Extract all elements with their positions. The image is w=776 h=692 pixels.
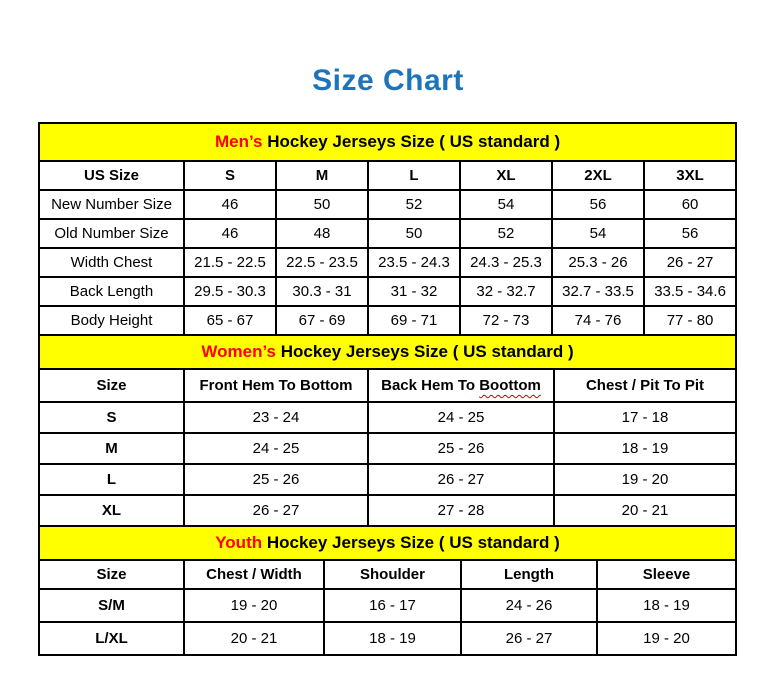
column-header-shoulder: Shoulder — [324, 560, 461, 589]
cell: 23.5 - 24.3 — [368, 248, 460, 277]
mens-size-table — [38, 122, 737, 336]
youth-column-header-row — [39, 560, 736, 589]
table-row-womens-l — [39, 464, 736, 495]
row-label: XL — [39, 495, 184, 526]
cell: 33.5 - 34.6 — [644, 277, 736, 306]
cell: 18 - 19 — [554, 433, 736, 464]
mens-section-title-rest: Hockey Jerseys Size ( US standard ) — [262, 132, 561, 151]
cell: 24 - 25 — [184, 433, 368, 464]
column-header-m: M — [276, 161, 368, 190]
youth-size-table — [38, 525, 737, 656]
cell: 30.3 - 31 — [276, 277, 368, 306]
cell: 69 - 71 — [368, 306, 460, 335]
cell: 27 - 28 — [368, 495, 554, 526]
cell: 32 - 32.7 — [460, 277, 552, 306]
youth-section-title — [39, 526, 736, 560]
table-row-youth-sm — [39, 589, 736, 622]
cell: 50 — [276, 190, 368, 219]
column-header-size: Size — [39, 369, 184, 402]
mens-section-title — [39, 123, 736, 161]
womens-section-title-rest: Hockey Jerseys Size ( US standard ) — [276, 342, 574, 361]
cell: 72 - 73 — [460, 306, 552, 335]
cell: 26 - 27 — [184, 495, 368, 526]
table-row-new-number-size — [39, 190, 736, 219]
cell: 25 - 26 — [184, 464, 368, 495]
row-label: S/M — [39, 589, 184, 622]
cell: 24 - 25 — [368, 402, 554, 433]
youth-section-header-row — [39, 526, 736, 560]
cell: 32.7 - 33.5 — [552, 277, 644, 306]
column-header-front-hem: Front Hem To Bottom — [184, 369, 368, 402]
cell: 18 - 19 — [324, 622, 461, 655]
column-header-s: S — [184, 161, 276, 190]
column-header-back-hem — [368, 369, 554, 402]
cell: 20 - 21 — [554, 495, 736, 526]
cell: 22.5 - 23.5 — [276, 248, 368, 277]
cell: 56 — [644, 219, 736, 248]
cell: 26 - 27 — [461, 622, 597, 655]
womens-column-header-row — [39, 369, 736, 402]
womens-section-title — [39, 335, 736, 369]
cell: 26 - 27 — [644, 248, 736, 277]
column-header-us-size: US Size — [39, 161, 184, 190]
cell: 20 - 21 — [184, 622, 324, 655]
youth-section-title-accent: Youth — [215, 533, 263, 552]
cell: 54 — [552, 219, 644, 248]
cell: 60 — [644, 190, 736, 219]
cell: 48 — [276, 219, 368, 248]
cell: 17 - 18 — [554, 402, 736, 433]
cell: 19 - 20 — [554, 464, 736, 495]
cell: 25 - 26 — [368, 433, 554, 464]
cell: 46 — [184, 190, 276, 219]
mens-column-header-row — [39, 161, 736, 190]
cell: 77 - 80 — [644, 306, 736, 335]
cell: 29.5 - 30.3 — [184, 277, 276, 306]
cell: 24.3 - 25.3 — [460, 248, 552, 277]
table-row-body-height — [39, 306, 736, 335]
cell: 52 — [368, 190, 460, 219]
row-label: New Number Size — [39, 190, 184, 219]
womens-section-header-row — [39, 335, 736, 369]
cell: 65 - 67 — [184, 306, 276, 335]
cell: 25.3 - 26 — [552, 248, 644, 277]
table-row-width-chest — [39, 248, 736, 277]
womens-section-title-accent: Women’s — [201, 342, 276, 361]
cell: 54 — [460, 190, 552, 219]
row-label: L — [39, 464, 184, 495]
row-label: Old Number Size — [39, 219, 184, 248]
cell: 46 — [184, 219, 276, 248]
cell: 31 - 32 — [368, 277, 460, 306]
page-title: Size Chart — [312, 64, 464, 97]
column-header-length: Length — [461, 560, 597, 589]
table-row-womens-xl — [39, 495, 736, 526]
cell: 50 — [368, 219, 460, 248]
womens-size-table — [38, 334, 737, 527]
cell: 26 - 27 — [368, 464, 554, 495]
row-label: M — [39, 433, 184, 464]
cell: 56 — [552, 190, 644, 219]
column-header-chest-pit: Chest / Pit To Pit — [554, 369, 736, 402]
row-label: Back Length — [39, 277, 184, 306]
cell: 19 - 20 — [184, 589, 324, 622]
column-header-size: Size — [39, 560, 184, 589]
row-label: L/XL — [39, 622, 184, 655]
table-row-old-number-size — [39, 219, 736, 248]
mens-section-header-row — [39, 123, 736, 161]
cell: 23 - 24 — [184, 402, 368, 433]
row-label: Width Chest — [39, 248, 184, 277]
cell: 24 - 26 — [461, 589, 597, 622]
row-label: Body Height — [39, 306, 184, 335]
cell: 16 - 17 — [324, 589, 461, 622]
column-header-l: L — [368, 161, 460, 190]
cell: 67 - 69 — [276, 306, 368, 335]
column-header-xl: XL — [460, 161, 552, 190]
column-header-back-hem-text: Back Hem To — [381, 377, 480, 394]
cell: 19 - 20 — [597, 622, 736, 655]
table-row-womens-m — [39, 433, 736, 464]
cell: 52 — [460, 219, 552, 248]
table-row-youth-lxl — [39, 622, 736, 655]
misspelled-word: Boottom — [479, 377, 541, 394]
column-header-3xl: 3XL — [644, 161, 736, 190]
youth-section-title-rest: Hockey Jerseys Size ( US standard ) — [262, 533, 560, 552]
cell: 21.5 - 22.5 — [184, 248, 276, 277]
size-tables-container — [38, 122, 735, 656]
column-header-chest-width: Chest / Width — [184, 560, 324, 589]
row-label: S — [39, 402, 184, 433]
cell: 74 - 76 — [552, 306, 644, 335]
table-row-back-length — [39, 277, 736, 306]
cell: 18 - 19 — [597, 589, 736, 622]
table-row-womens-s — [39, 402, 736, 433]
column-header-sleeve: Sleeve — [597, 560, 736, 589]
mens-section-title-accent: Men’s — [214, 132, 263, 151]
column-header-2xl: 2XL — [552, 161, 644, 190]
